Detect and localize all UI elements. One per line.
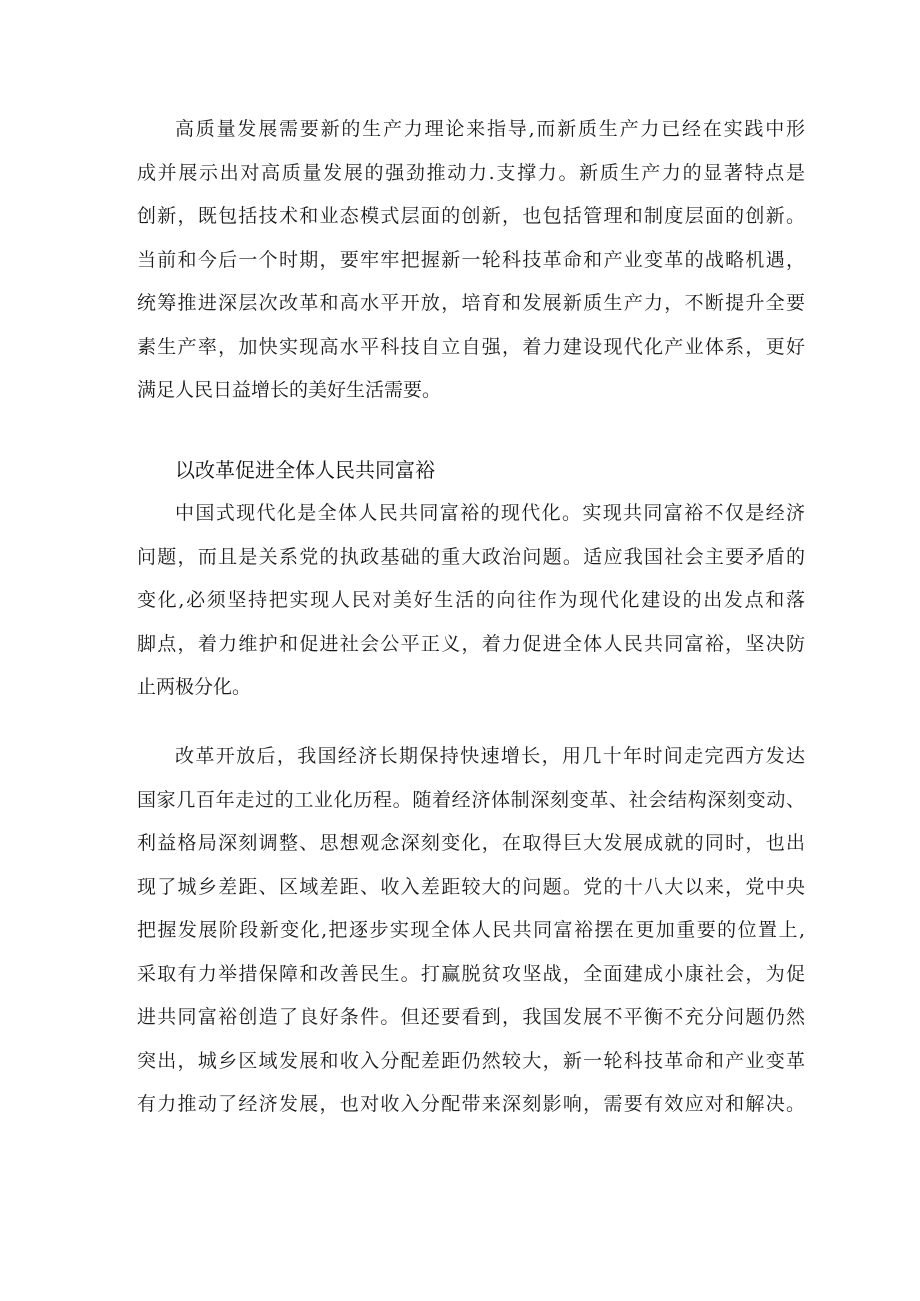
paragraph-line: 当前和今后一个时期，要牢牢把握新一轮科技革命和产业变革的战略机遇， [137, 248, 805, 271]
section-heading: 以改革促进全体人民共同富裕 [175, 458, 435, 482]
paragraph-reform-history [137, 735, 805, 1127]
paragraph-line: 进共同富裕创造了良好条件。但还要看到，我国发展不平衡不充分问题仍然 [137, 1006, 805, 1028]
paragraph-line: 现了城乡差距、区域差距、收入差距较大的问题。党的十八大以来，党中央 [137, 875, 805, 898]
paragraph-line: 中国式现代化是全体人民共同富裕的现代化。实现共同富裕不仅是经济 [175, 502, 805, 524]
paragraph-common-prosperity [137, 492, 805, 710]
paragraph-line: 统筹推进深层次改革和高水平开放，培育和发展新质生产力，不断提升全要 [137, 292, 805, 314]
paragraph-line: 脚点，着力维护和促进社会公平正义，着力促进全体人民共同富裕，坚决防 [137, 632, 805, 655]
paragraph-line: 国家几百年走过的工业化历程。随着经济体制深刻变革、社会结构深刻变动、 [137, 788, 805, 811]
paragraph-line: 把握发展阶段新变化,把逐步实现全体人民共同富裕摆在更加重要的位置上, [137, 919, 805, 941]
paragraph-line: 高质量发展需要新的生产力理论来指导,而新质生产力已经在实践中形 [175, 118, 805, 140]
paragraph-line: 有力推动了经济发展，也对收入分配带来深刻影响，需要有效应对和解决。 [137, 1093, 805, 1115]
paragraph-line: 创新，既包括技术和业态模式层面的创新，也包括管理和制度层面的创新。 [137, 205, 805, 227]
paragraph-line: 素生产率，加快实现高水平科技自立自强，着力建设现代化产业体系，更好 [137, 335, 805, 358]
paragraph-line: 止两极分化。 [137, 676, 252, 698]
paragraph-line: 问题，而且是关系党的执政基础的重大政治问题。适应我国社会主要矛盾的 [137, 545, 805, 568]
paragraph-line: 成并展示出对高质量发展的强劲推动力.支撑力。新质生产力的显著特点是 [137, 161, 805, 184]
paragraph-line: 突出，城乡区域发展和收入分配差距仍然较大，新一轮科技革命和产业变革 [137, 1049, 805, 1072]
paragraph-line: 变化,必须坚持把实现人民对美好生活的向往作为现代化建设的出发点和落 [137, 589, 805, 611]
paragraph-line: 采取有力举措保障和改善民生。打赢脱贫攻坚战，全面建成小康社会，为促 [137, 962, 805, 985]
paragraph-line: 满足人民日益增长的美好生活需要。 [137, 379, 442, 401]
paragraph-new-productivity [137, 108, 805, 413]
paragraph-line: 利益格局深刻调整、思想观念深刻变化，在取得巨大发展成就的同时，也出 [137, 832, 805, 854]
paragraph-line: 改革开放后，我国经济长期保持快速增长，用几十年时间走完西方发达 [175, 745, 805, 767]
